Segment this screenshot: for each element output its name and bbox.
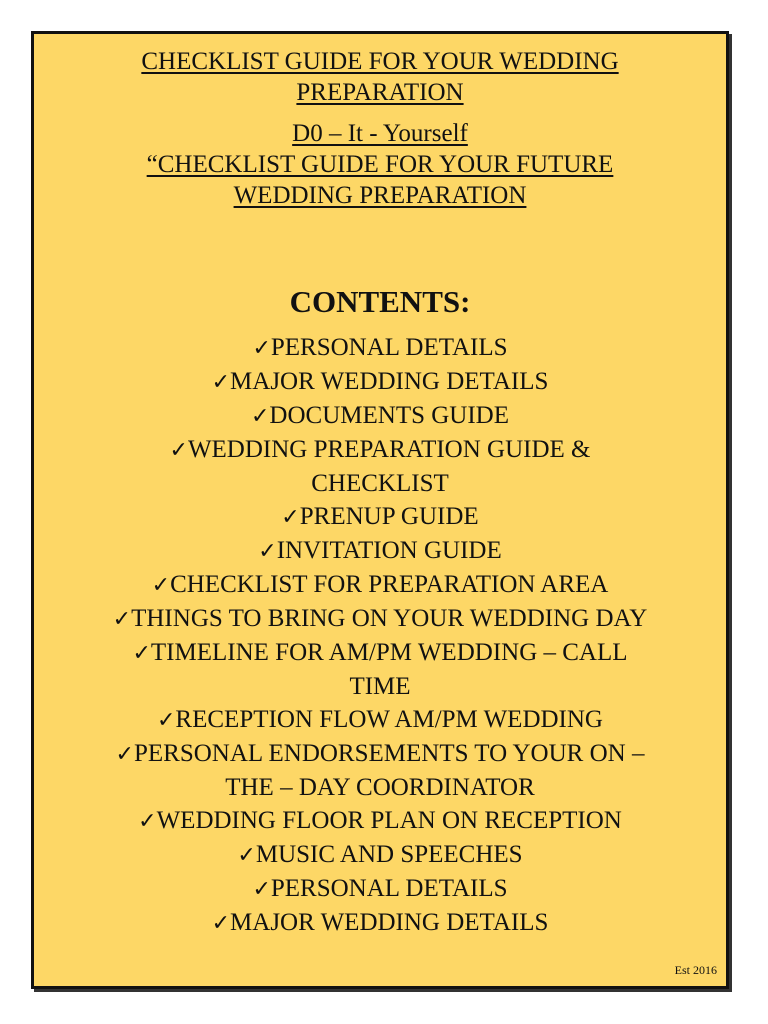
list-item-label: PERSONAL ENDORSEMENTS TO YOUR ON – [133, 740, 645, 767]
contents-heading: CONTENTS: [289, 284, 471, 319]
list-item-label: TIMELINE FOR AM/PM WEDDING – CALL [150, 639, 628, 666]
title-line-2: PREPARATION [296, 79, 464, 106]
list-item [34, 500, 726, 534]
list-item [34, 602, 726, 636]
list-item-label: PERSONAL DETAILS [270, 875, 508, 902]
check-mark-icon: ✓ [115, 742, 134, 767]
subtitle-line-2: “CHECKLIST GUIDE FOR YOUR FUTURE [146, 151, 614, 178]
subtitle-line-1: D0 – It - Yourself [292, 120, 468, 147]
check-mark-icon: ✓ [169, 438, 188, 463]
check-mark-icon: ✓ [237, 843, 256, 868]
list-item [34, 804, 726, 838]
list-item-label: DOCUMENTS GUIDE [269, 402, 509, 429]
list-item-label: CHECKLIST FOR PREPARATION AREA [170, 571, 609, 598]
list-item-label: CHECKLIST [311, 470, 449, 497]
check-mark-icon: ✓ [211, 370, 231, 395]
list-item-label: PERSONAL DETAILS [270, 334, 508, 361]
list-item-label: PRENUP GUIDE [299, 503, 479, 530]
list-item [34, 467, 726, 500]
check-mark-icon: ✓ [281, 505, 300, 530]
document-page [31, 31, 729, 989]
list-item [34, 906, 726, 940]
est-label: Est 2016 [674, 963, 717, 977]
check-mark-icon: ✓ [250, 404, 270, 429]
list-item-label: TIME [349, 673, 411, 700]
list-item [34, 365, 726, 399]
list-item-label: WEDDING PREPARATION GUIDE & [187, 436, 591, 463]
list-item [34, 737, 726, 771]
list-item [34, 838, 726, 872]
list-item [34, 670, 726, 703]
list-item [34, 872, 726, 906]
check-mark-icon: ✓ [156, 708, 176, 733]
list-item-label: MAJOR WEDDING DETAILS [230, 909, 549, 936]
check-mark-icon: ✓ [138, 809, 157, 834]
title-block [34, 46, 726, 211]
check-mark-icon: ✓ [151, 573, 171, 598]
check-mark-icon: ✓ [258, 539, 277, 564]
list-item [34, 433, 726, 467]
list-item [34, 399, 726, 433]
check-mark-icon: ✓ [112, 607, 132, 632]
list-item-label: INVITATION GUIDE [276, 537, 502, 564]
list-item-label: RECEPTION FLOW AM/PM WEDDING [175, 706, 603, 733]
check-mark-icon: ✓ [132, 641, 151, 666]
list-item [34, 568, 726, 602]
contents-list [34, 331, 726, 940]
list-item-label: WEDDING FLOOR PLAN ON RECEPTION [156, 807, 622, 834]
check-mark-icon: ✓ [252, 877, 271, 902]
list-item-label: THE – DAY COORDINATOR [225, 774, 535, 801]
list-item [34, 331, 726, 365]
subtitle-line-3: WEDDING PREPARATION [233, 182, 527, 209]
list-item-label: MUSIC AND SPEECHES [255, 841, 523, 868]
list-item [34, 636, 726, 670]
list-item [34, 703, 726, 737]
list-item-label: THINGS TO BRING ON YOUR WEDDING DAY [131, 605, 648, 632]
list-item [34, 534, 726, 568]
list-item-label: MAJOR WEDDING DETAILS [230, 368, 549, 395]
check-mark-icon: ✓ [252, 336, 271, 361]
check-mark-icon: ✓ [211, 911, 231, 936]
list-item [34, 771, 726, 804]
title-line-1: CHECKLIST GUIDE FOR YOUR WEDDING [141, 48, 619, 75]
